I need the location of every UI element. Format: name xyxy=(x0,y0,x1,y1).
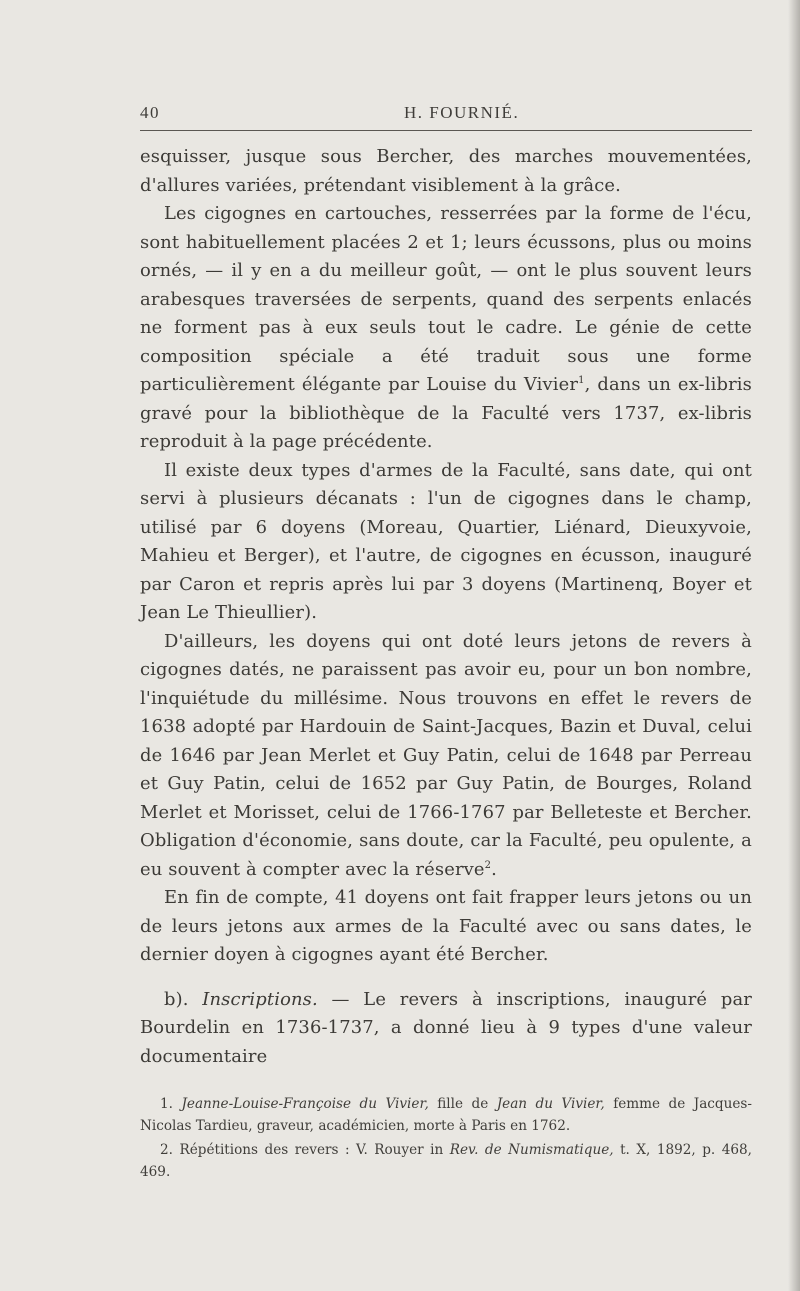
paragraph-5: En fin de compte, 41 doyens ont fait frapper leurs jetons ou un de leurs jetons aux armes de la Faculté avec ou sans dates, le dernier doyen à cigognes ayant été Bercher. xyxy=(140,887,752,965)
footnote-2-start: Répétitions des revers : V. Rouyer in xyxy=(179,1142,450,1158)
paragraph-6 xyxy=(140,986,752,1072)
footnote-2-end: t. X, 1892, p. 468, 469. xyxy=(140,1142,752,1180)
page-number: 40 xyxy=(140,103,160,122)
footnotes xyxy=(140,1093,752,1183)
paragraph-1: esquisser, jusque sous Bercher, des marches mouvementées, d'allures variées, prétendant visiblement à la grâce. xyxy=(140,146,752,196)
footnote-1-mid: fille de xyxy=(428,1096,497,1112)
book-page xyxy=(140,100,752,1183)
header-rule xyxy=(140,130,752,131)
footnote-2-journal: Rev. de Numismatique, xyxy=(449,1142,614,1158)
paragraph-4 xyxy=(140,628,752,885)
footnote-2 xyxy=(140,1139,752,1183)
paragraph-2-text-b: , dans un ex-libris gravé pour la bibliothèque de la Faculté vers 1737, ex-libris reproduit à la page précédente. xyxy=(140,374,752,452)
body-text xyxy=(140,143,752,1071)
footnote-1-end: femme de Jacques-Nicolas Tardieu, graveur, académicien, morte à Paris en 1762. xyxy=(140,1096,752,1134)
paragraph-2-text-a: Les cigognes en cartouches, resserrées par la forme de l'écu, sont habituellement placées 2 et 1; leurs écussons, plus ou moins ornés, — il y en a du meilleur goût, — ont le plus souvent leurs arabesques traversées de serpents, quand des serpents enlacés ne forment pas à eux seuls tout le cadre. Le génie de cette composition spéciale a été traduit sous une forme particulièrement élégante par Louise du Vivier xyxy=(140,203,752,395)
paragraph-6-text: — Le revers à inscriptions, inauguré par Bourdelin en 1736-1737, a donné lieu à 9 types d'une valeur documentaire xyxy=(140,988,752,1067)
footnote-1-father: Jean du Vivier, xyxy=(496,1096,605,1112)
paragraph-4-text-b: . xyxy=(491,858,497,880)
footnote-ref-2: 2 xyxy=(484,859,492,871)
footnote-1-number: 1. xyxy=(160,1096,173,1112)
paragraph-3: Il existe deux types d'armes de la Faculté, sans date, qui ont servi à plusieurs décanats : l'un de cigognes dans le champ, utilisé par 6 doyens (Moreau, Quartier, Liénard, Dieuxyvoie, Mahieu et Berger), et l'autre, de cigognes en écusson, inauguré par Caron et repris après lui par 3 doyens (Martinenq, Boyer et Jean Le Thieullier). xyxy=(140,459,752,623)
running-head-author: H. FOURNIÉ. xyxy=(404,103,520,122)
footnote-1 xyxy=(140,1093,752,1137)
section-label: b). xyxy=(164,988,189,1010)
footnote-ref-1: 1 xyxy=(578,375,585,386)
paragraph-4-text-a: D'ailleurs, les doyens qui ont doté leurs jetons de revers à cigognes datés, ne paraissent pas avoir eu, pour un bon nombre, l'inquiétude du millésime. Nous trouvons en effet le revers de 1638 adopté par Hardouin de Saint-Jacques, Bazin et Duval, celui de 1646 par Jean Merlet et Guy Patin, celui de 1648 par Perreau et Guy Patin, celui de 1652 par Guy Patin, de Bourges, Roland Merlet et Morisset, celui de 1766-1767 par Belleteste et Bercher. Obligation d'économie, sans doute, car la Faculté, peu opulente, a eu souvent à compter avec la réserve xyxy=(140,630,752,880)
footnote-1-name: Jeanne-Louise-Françoise du Vivier, xyxy=(181,1096,429,1112)
paragraph-2 xyxy=(140,200,752,457)
running-head xyxy=(140,100,752,130)
section-title: Inscriptions. xyxy=(202,988,318,1010)
footnote-2-number: 2. xyxy=(160,1142,173,1158)
page-edge-shadow xyxy=(788,0,800,1291)
